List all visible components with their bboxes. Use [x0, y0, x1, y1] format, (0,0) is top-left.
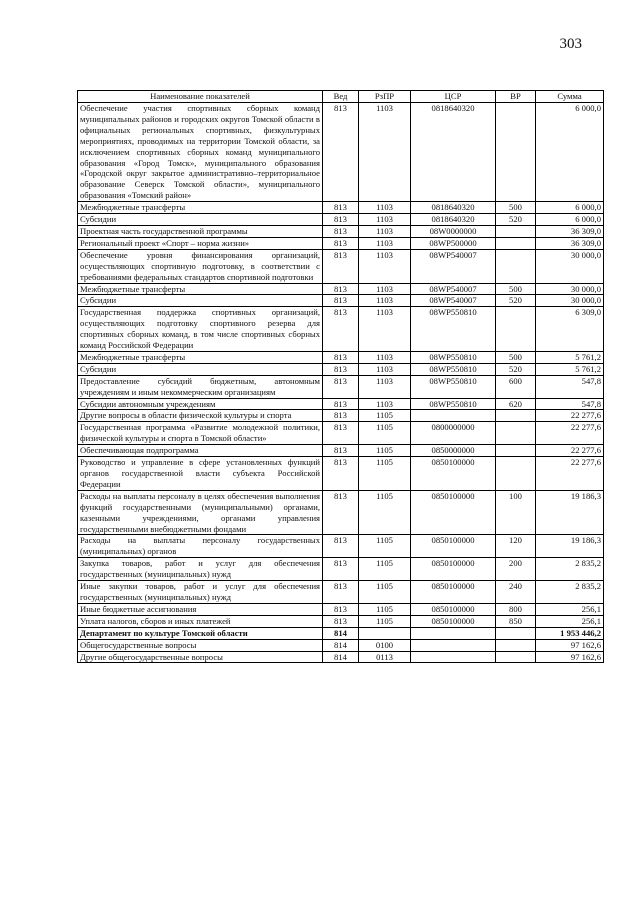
cell-ved: 813 [323, 283, 359, 295]
cell-csr: 08WP550810 [411, 351, 496, 363]
cell-rzpr: 1105 [359, 558, 411, 581]
cell-vr: 600 [496, 375, 536, 398]
table-row [78, 581, 604, 604]
cell-vr [496, 225, 536, 237]
cell-csr: 08WP540007 [411, 283, 496, 295]
cell-name: Обеспечение участия спортивных сборных команд муниципальных районов и городских округов Томской области в официальных региональных спортивных, физкультурных мероприятиях, проводимых на территории Томской области, за исключением спортивных сборных команд муниципального образования «Город Томск», муниципального образования «Городской округ закрытое административно–территориальное образование Северск Томской области», муниципального образования «Томский район» [78, 103, 323, 202]
cell-rzpr: 1105 [359, 457, 411, 491]
table-row [78, 103, 604, 202]
cell-sum: 6 000,0 [536, 103, 604, 202]
cell-vr: 120 [496, 535, 536, 558]
cell-ved: 813 [323, 307, 359, 352]
cell-name: Другие общегосударственные вопросы [78, 651, 323, 663]
table-row [78, 422, 604, 445]
cell-name: Межбюджетные трансферты [78, 202, 323, 214]
cell-sum: 6 000,0 [536, 202, 604, 214]
cell-name: Межбюджетные трансферты [78, 283, 323, 295]
cell-rzpr: 1105 [359, 445, 411, 457]
cell-csr: 0850000000 [411, 445, 496, 457]
cell-vr [496, 627, 536, 639]
cell-name: Региональный проект «Спорт – норма жизни» [78, 237, 323, 249]
cell-ved: 813 [323, 295, 359, 307]
cell-vr: 500 [496, 283, 536, 295]
cell-vr [496, 103, 536, 202]
table-row [78, 283, 604, 295]
cell-csr: 0800000000 [411, 422, 496, 445]
cell-rzpr: 1103 [359, 351, 411, 363]
cell-sum: 5 761,2 [536, 351, 604, 363]
cell-ved: 813 [323, 603, 359, 615]
cell-csr: 0850100000 [411, 490, 496, 535]
cell-vr: 850 [496, 615, 536, 627]
cell-ved: 813 [323, 615, 359, 627]
cell-rzpr: 1103 [359, 237, 411, 249]
cell-sum: 36 309,0 [536, 225, 604, 237]
cell-csr [411, 651, 496, 663]
cell-rzpr: 1103 [359, 103, 411, 202]
cell-name: Субсидии [78, 363, 323, 375]
cell-vr [496, 249, 536, 283]
cell-vr: 520 [496, 214, 536, 226]
cell-name: Департамент по культуре Томской области [78, 627, 323, 639]
header-rzpr: РзПР [359, 91, 411, 103]
cell-rzpr: 1103 [359, 249, 411, 283]
cell-name: Закупка товаров, работ и услуг для обеспечения государственных (муниципальных) нужд [78, 558, 323, 581]
cell-vr [496, 307, 536, 352]
cell-rzpr: 1105 [359, 535, 411, 558]
cell-csr: 08WP550810 [411, 363, 496, 375]
cell-vr [496, 445, 536, 457]
table-row [78, 445, 604, 457]
cell-rzpr [359, 627, 411, 639]
cell-sum: 97 162,6 [536, 651, 604, 663]
cell-rzpr: 1105 [359, 603, 411, 615]
cell-ved: 813 [323, 202, 359, 214]
cell-ved: 813 [323, 445, 359, 457]
cell-rzpr: 1103 [359, 214, 411, 226]
table-row [78, 490, 604, 535]
table-row [78, 363, 604, 375]
cell-name: Обеспечивающая подпрограмма [78, 445, 323, 457]
cell-ved: 813 [323, 535, 359, 558]
cell-sum: 1 953 446,2 [536, 627, 604, 639]
cell-rzpr: 1103 [359, 363, 411, 375]
cell-csr: 08W0000000 [411, 225, 496, 237]
cell-vr [496, 651, 536, 663]
cell-ved: 814 [323, 627, 359, 639]
cell-vr: 520 [496, 295, 536, 307]
cell-rzpr: 1105 [359, 422, 411, 445]
cell-ved: 813 [323, 214, 359, 226]
cell-rzpr: 1105 [359, 490, 411, 535]
cell-rzpr: 1105 [359, 410, 411, 422]
cell-rzpr: 1103 [359, 225, 411, 237]
cell-sum: 30 000,0 [536, 295, 604, 307]
cell-csr: 08WP500000 [411, 237, 496, 249]
cell-name: Субсидии [78, 214, 323, 226]
cell-csr: 0850100000 [411, 535, 496, 558]
cell-vr: 500 [496, 351, 536, 363]
page-number: 303 [559, 36, 582, 52]
cell-vr [496, 410, 536, 422]
cell-vr [496, 422, 536, 445]
cell-ved: 813 [323, 410, 359, 422]
cell-vr: 100 [496, 490, 536, 535]
cell-rzpr: 0100 [359, 639, 411, 651]
cell-csr: 0818640320 [411, 103, 496, 202]
table-row [78, 535, 604, 558]
cell-csr: 08WP540007 [411, 249, 496, 283]
cell-sum: 22 277,6 [536, 422, 604, 445]
cell-csr: 0850100000 [411, 581, 496, 604]
cell-sum: 22 277,6 [536, 457, 604, 491]
cell-sum: 547,8 [536, 398, 604, 410]
cell-sum: 256,1 [536, 603, 604, 615]
cell-csr: 0818640320 [411, 214, 496, 226]
cell-vr: 800 [496, 603, 536, 615]
cell-rzpr: 0113 [359, 651, 411, 663]
cell-name: Расходы на выплаты персоналу государственных (муниципальных) органов [78, 535, 323, 558]
cell-rzpr: 1105 [359, 615, 411, 627]
cell-rzpr: 1105 [359, 581, 411, 604]
table-body [78, 103, 604, 663]
cell-sum: 256,1 [536, 615, 604, 627]
header-vr: ВР [496, 91, 536, 103]
cell-csr [411, 410, 496, 422]
cell-vr [496, 237, 536, 249]
cell-sum: 547,8 [536, 375, 604, 398]
cell-name: Уплата налогов, сборов и иных платежей [78, 615, 323, 627]
cell-csr [411, 627, 496, 639]
table-row [78, 615, 604, 627]
cell-sum: 22 277,6 [536, 445, 604, 457]
cell-vr: 200 [496, 558, 536, 581]
table-row [78, 295, 604, 307]
cell-ved: 813 [323, 363, 359, 375]
cell-vr: 500 [496, 202, 536, 214]
cell-rzpr: 1103 [359, 398, 411, 410]
cell-name: Иные закупки товаров, работ и услуг для обеспечения государственных (муниципальных) нужд [78, 581, 323, 604]
cell-ved: 813 [323, 558, 359, 581]
cell-name: Расходы на выплаты персоналу в целях обеспечения выполнения функций государственными (муниципальными) органами, казенными учреждениями, органами управления государственными внебюджетными фондами [78, 490, 323, 535]
cell-sum: 22 277,6 [536, 410, 604, 422]
cell-vr: 240 [496, 581, 536, 604]
cell-csr: 0850100000 [411, 615, 496, 627]
cell-ved: 813 [323, 581, 359, 604]
cell-sum: 2 835,2 [536, 581, 604, 604]
cell-vr [496, 639, 536, 651]
cell-rzpr: 1103 [359, 283, 411, 295]
table-row [78, 225, 604, 237]
cell-csr: 08WP550810 [411, 398, 496, 410]
cell-csr: 0818640320 [411, 202, 496, 214]
cell-sum: 36 309,0 [536, 237, 604, 249]
cell-sum: 97 162,6 [536, 639, 604, 651]
cell-ved: 813 [323, 351, 359, 363]
table-row [78, 639, 604, 651]
cell-name: Проектная часть государственной программы [78, 225, 323, 237]
cell-rzpr: 1103 [359, 375, 411, 398]
cell-sum: 6 000,0 [536, 214, 604, 226]
cell-name: Государственная программа «Развитие молодежной политики, физической культуры и спорта в Томской области» [78, 422, 323, 445]
cell-rzpr: 1103 [359, 202, 411, 214]
cell-ved: 813 [323, 457, 359, 491]
cell-ved: 814 [323, 651, 359, 663]
cell-sum: 30 000,0 [536, 249, 604, 283]
cell-vr: 520 [496, 363, 536, 375]
cell-csr: 0850100000 [411, 558, 496, 581]
cell-csr [411, 639, 496, 651]
cell-ved: 813 [323, 375, 359, 398]
table-row [78, 558, 604, 581]
table-row [78, 457, 604, 491]
table-row [78, 651, 604, 663]
table-row [78, 375, 604, 398]
cell-rzpr: 1103 [359, 307, 411, 352]
cell-name: Государственная поддержка спортивных организаций, осуществляющих подготовку спортивного резерва для спортивных сборных команд, в том числе спортивных сборных команд Российской Федерации [78, 307, 323, 352]
table-row [78, 214, 604, 226]
cell-ved: 813 [323, 490, 359, 535]
table-row [78, 351, 604, 363]
cell-ved: 813 [323, 422, 359, 445]
cell-ved: 813 [323, 103, 359, 202]
header-ved: Вед [323, 91, 359, 103]
cell-sum: 5 761,2 [536, 363, 604, 375]
cell-csr: 08WP540007 [411, 295, 496, 307]
table-row [78, 410, 604, 422]
cell-name: Руководство и управление в сфере установленных функций органов государственной власти субъекта Российской Федерации [78, 457, 323, 491]
table-row [78, 249, 604, 283]
cell-csr: 08WP550810 [411, 307, 496, 352]
cell-vr [496, 457, 536, 491]
cell-csr: 08WP550810 [411, 375, 496, 398]
cell-sum: 19 186,3 [536, 535, 604, 558]
table-header-row [78, 91, 604, 103]
table-row [78, 627, 604, 639]
cell-name: Обеспечение уровня финансирования организаций, осуществляющих спортивную подготовку, в соответствии с требованиями федеральных стандартов спортивной подготовки [78, 249, 323, 283]
cell-ved: 813 [323, 237, 359, 249]
table-row [78, 237, 604, 249]
table-row [78, 603, 604, 615]
table-row [78, 202, 604, 214]
cell-name: Межбюджетные трансферты [78, 351, 323, 363]
cell-sum: 2 835,2 [536, 558, 604, 581]
table-row [78, 398, 604, 410]
cell-vr: 620 [496, 398, 536, 410]
budget-table [77, 90, 604, 663]
cell-sum: 19 186,3 [536, 490, 604, 535]
cell-ved: 814 [323, 639, 359, 651]
cell-name: Субсидии [78, 295, 323, 307]
cell-sum: 30 000,0 [536, 283, 604, 295]
table-row [78, 307, 604, 352]
cell-rzpr: 1103 [359, 295, 411, 307]
cell-name: Иные бюджетные ассигнования [78, 603, 323, 615]
cell-name: Предоставление субсидий бюджетным, автономным учреждениям и иным некоммерческим организациям [78, 375, 323, 398]
cell-csr: 0850100000 [411, 603, 496, 615]
cell-csr: 0850100000 [411, 457, 496, 491]
header-sum: Сумма [536, 91, 604, 103]
cell-ved: 813 [323, 225, 359, 237]
cell-name: Субсидии автономным учреждениям [78, 398, 323, 410]
header-name: Наименование показателей [78, 91, 323, 103]
cell-sum: 6 309,0 [536, 307, 604, 352]
cell-name: Другие вопросы в области физической культуры и спорта [78, 410, 323, 422]
header-csr: ЦСР [411, 91, 496, 103]
cell-ved: 813 [323, 249, 359, 283]
cell-name: Общегосударственные вопросы [78, 639, 323, 651]
cell-ved: 813 [323, 398, 359, 410]
